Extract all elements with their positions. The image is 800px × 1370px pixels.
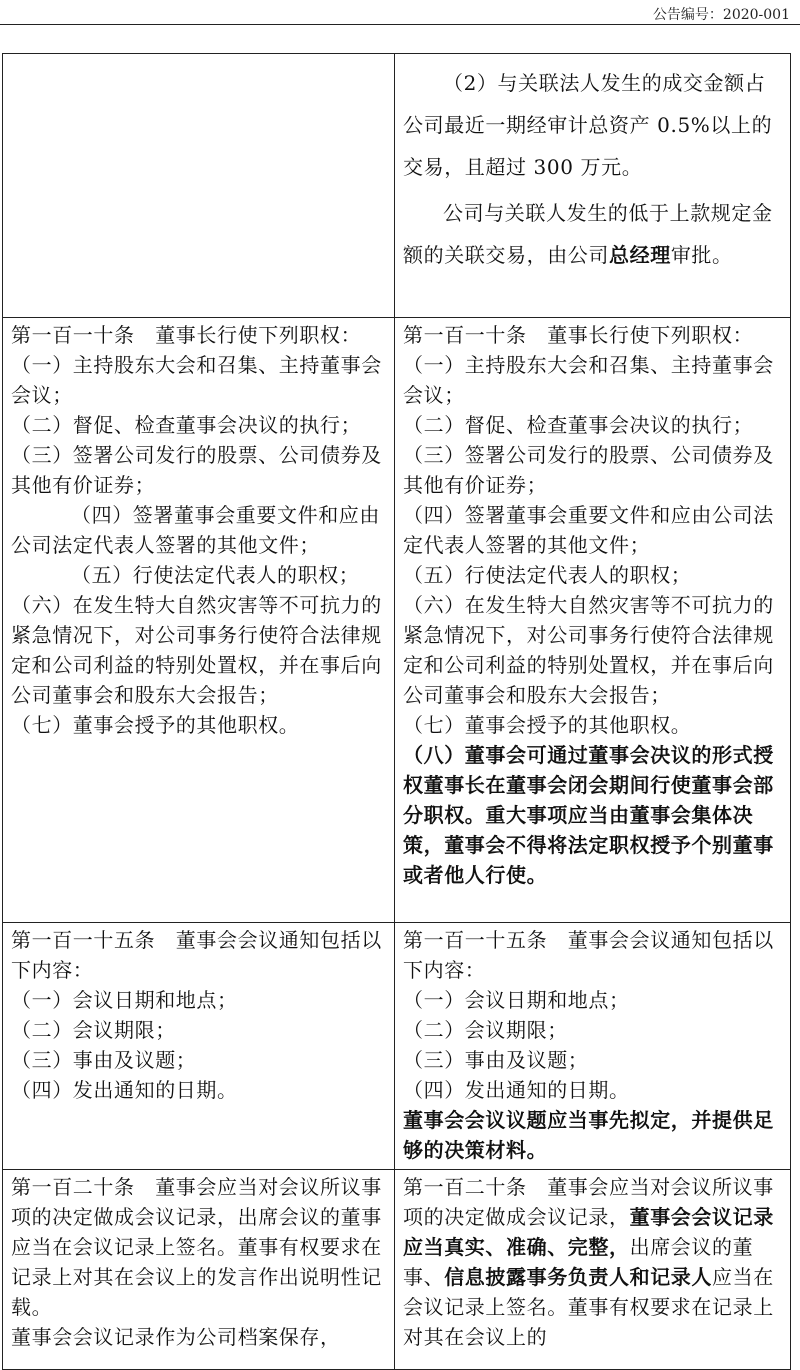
clause-text: 公司与关联人发生的低于上款规定金额的关联交易，由公司总经理审批。 [403, 201, 773, 267]
clause-text: 董事会会议记录作为公司档案保存， [11, 1325, 341, 1349]
revised-text: （八）董事会可通过董事会决议的形式授权董事长在董事会闭会期间行使董事会部分职权。重大事项应当由董事会集体决策，董事会不得将法定职权授予个别董事或者他人行使。 [403, 743, 774, 887]
clause-item: （七）董事会授予的其他职权。 [11, 713, 300, 737]
article-heading: 第一百二十条 董事会应当对会议所议事项的决定做成会议记录，董事会会议记录应当真实、准确、完整，出席会议的董事、信息披露事务负责人和记录人应当在会议记录上签名。董事有权要求在记录上对其在会议上的 [403, 1175, 774, 1349]
article-heading: 第一百一十条 董事长行使下列职权： [403, 323, 754, 347]
article-heading: 第一百一十五条 董事会会议通知包括以下内容： [403, 928, 774, 982]
page-header [0, 0, 800, 26]
original-clause-cell [3, 318, 395, 923]
clause-item: （一）会议日期和地点； [11, 988, 238, 1012]
clause-item: （一）主持股东大会和召集、主持董事会会议； [403, 353, 774, 407]
original-clause-cell [3, 923, 395, 1170]
article-heading: 第一百二十条 董事会应当对会议所议事项的决定做成会议记录，出席会议的董事应当在会议记录上签名。董事有权要求在记录上对其在会议上的发言作出说明性记载。 [11, 1175, 382, 1319]
revised-text: 董事会会议记录应当真实、准确、完整， [403, 1205, 774, 1259]
clause-item: （六）在发生特大自然灾害等不可抗力的紧急情况下，对公司事务行使符合法律规定和公司利益的特别处置权，并在事后向公司董事会和股东大会报告； [403, 593, 774, 707]
clause-item: （二）督促、检查董事会决议的执行； [403, 413, 754, 437]
revised-clause-cell [395, 54, 791, 318]
article-heading: 第一百一十条 董事长行使下列职权： [11, 323, 362, 347]
revised-clause-cell [395, 1170, 791, 1370]
clause-item: （二）督促、检查董事会决议的执行； [11, 413, 362, 437]
table-row [3, 318, 791, 923]
revised-text: 总经理 [609, 243, 671, 267]
clause-item: （二）会议期限； [403, 1018, 568, 1042]
clause-item: （五）行使法定代表人的职权； [403, 563, 692, 587]
clause-item: （三）签署公司发行的股票、公司债券及其他有价证券； [403, 443, 774, 497]
notice-code: 公告编号：2020-001 [652, 7, 790, 23]
clause-item: （四）发出通知的日期。 [403, 1078, 630, 1102]
clause-item: （三）事由及议题； [11, 1048, 197, 1072]
table-row [3, 923, 791, 1170]
clause-item: （三）事由及议题； [403, 1048, 589, 1072]
table-row [3, 1170, 791, 1370]
clause-item: （二）会议期限； [11, 1018, 176, 1042]
revised-text: 信息披露事务负责人和记录人 [444, 1265, 713, 1289]
clause-item: （五）行使法定代表人的职权； [71, 563, 360, 587]
clause-text: （2）与关联法人发生的成交金额占公司最近一期经审计总资产 0.5%以上的交易，且超过 300 万元。 [403, 71, 773, 179]
clause-item: （六）在发生特大自然灾害等不可抗力的紧急情况下，对公司事务行使符合法律规定和公司利益的特别处置权，并在事后向公司董事会和股东大会报告； [11, 593, 382, 707]
original-clause-cell [3, 1170, 395, 1370]
header-rule [0, 24, 800, 25]
article-heading: 第一百一十五条 董事会会议通知包括以下内容： [11, 928, 382, 982]
clause-item: （七）董事会授予的其他职权。 [403, 713, 692, 737]
clause-item: （一）会议日期和地点； [403, 988, 630, 1012]
clause-item: （四）发出通知的日期。 [11, 1078, 238, 1102]
comparison-table [2, 53, 791, 1370]
revised-clause-cell [395, 923, 791, 1170]
revised-clause-cell [395, 318, 791, 923]
revised-text: 董事会会议议题应当事先拟定，并提供足够的决策材料。 [403, 1108, 774, 1162]
clause-item: （三）签署公司发行的股票、公司债券及其他有价证券； [11, 443, 382, 497]
table-row [3, 54, 791, 318]
original-clause-cell [3, 54, 395, 318]
clause-item: （一）主持股东大会和召集、主持董事会会议； [11, 353, 382, 407]
clause-item: （四）签署董事会重要文件和应由公司法定代表人签署的其他文件； [403, 503, 774, 557]
clause-item: （四）签署董事会重要文件和应由公司法定代表人签署的其他文件； [11, 503, 380, 557]
